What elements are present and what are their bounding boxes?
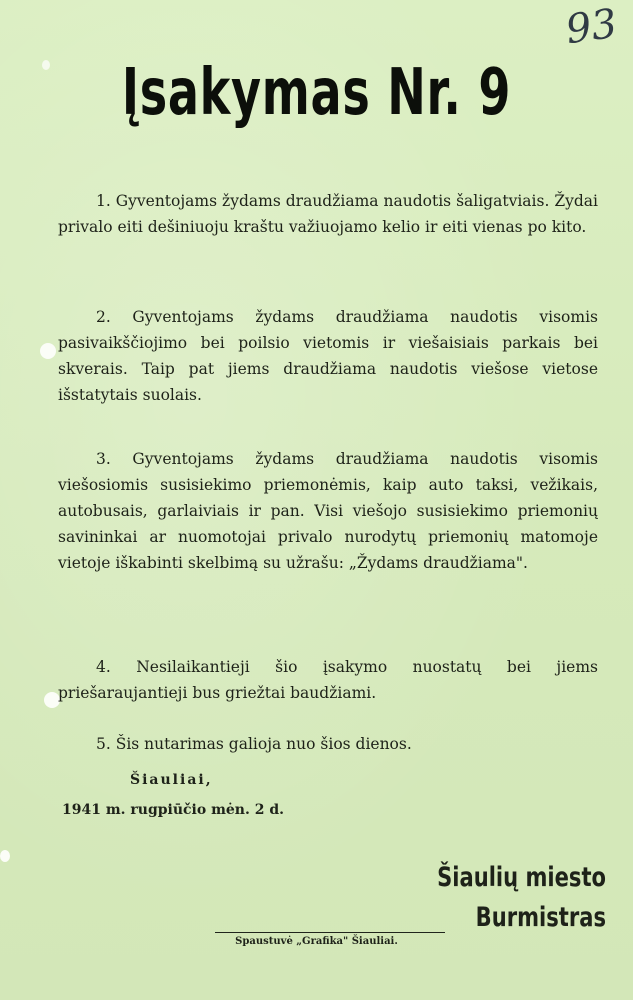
date-line: 1941 m. rugpiūčio mėn. 2 d. xyxy=(62,802,285,818)
document-title: Įsakymas Nr. 9 xyxy=(121,56,512,130)
printer-imprint: Spaustuvė „Grafika" Šiauliai. xyxy=(235,936,398,947)
paper-hole-mark xyxy=(42,60,50,70)
paragraph-4: 4. Nesilaikantieji šio įsakymo nuostatų bei jiems priešaraujantieji bus griežtai baudžiami. xyxy=(58,658,598,702)
paragraph-3: 3. Gyventojams žydams draudžiama naudotis visomis viešosiomis susisiekimo priemonėmis, kaip auto taksi, vežikais, autobusais, garlaiviais ir pan. Visi viešojo susisiekimo priemonių savininkai ar nuomotojai privalo nurodytų priemonių matomoje vietoje iškabinti skelbimą su užrašu: „Žydams draudžiama". xyxy=(58,450,598,572)
paper-hole-mark xyxy=(40,343,56,359)
signature-line: Šiaulių miesto Burmistras xyxy=(437,862,606,933)
paragraph-1: 1. Gyventojams žydams draudžiama naudotis šaligatviais. Žydai privalo eiti dešiniuoju kraštu važiuojamo kelio ir eiti vienas po kito. xyxy=(58,192,598,236)
paper-hole-mark xyxy=(0,850,10,862)
handwritten-archive-number: 93 xyxy=(563,0,620,54)
paragraph-5: 5. Šis nutarimas galioja nuo šios dienos. xyxy=(96,735,412,753)
divider-rule xyxy=(215,932,445,933)
place-line: Šiauliai, xyxy=(130,772,213,788)
paragraph-2: 2. Gyventojams žydams draudžiama naudotis visomis pasivaikščiojimo bei poilsio vietomis ir viešaisiais parkais bei skverais. Taip pat jiems draudžiama naudotis viešose vietose išstatytais suolais. xyxy=(58,308,598,404)
